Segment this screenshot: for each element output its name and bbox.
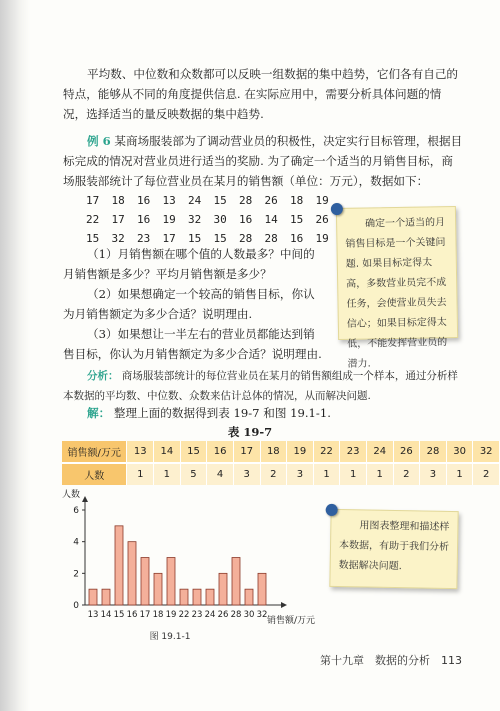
bar [128,542,136,605]
bar [206,589,214,605]
x-tick-label: 15 [113,610,125,620]
table-cell: 32 [473,441,500,463]
x-tick-label: 30 [243,610,255,620]
table-row [62,441,500,463]
bar [89,589,97,605]
x-tick-label: 19 [165,610,177,620]
sales-bar-chart [60,485,320,650]
x-tick-label: 24 [204,610,216,620]
table-cell: 1 [154,463,181,485]
example-label: 例 6 [87,134,111,148]
table-cell: 1 [366,463,393,485]
y-tick-label: 2 [73,569,79,580]
table-cell: 14 [154,441,181,463]
x-tick-label: 16 [126,610,138,620]
table-cell: 19 [287,441,314,463]
table-cell: 15 [180,441,207,463]
bar [141,558,149,606]
table-cell: 18 [260,441,287,463]
table-cell: 1 [340,463,367,485]
sales-data-grid [86,191,341,248]
page-footer: 第十九章 数据的分析 113 [320,654,462,667]
table-header-count: 人数 [62,463,127,485]
table-title: 表 19-7 [227,425,273,439]
table-cell: 3 [420,463,447,485]
solution-text: 整理上面的数据得到表 19-7 和图 19.1-1. [113,406,331,420]
x-tick-label: 26 [217,610,229,620]
table-cell: 1 [127,463,154,485]
sticky-note-goal [336,206,458,370]
y-axis-arrow [82,496,88,502]
solution-paragraph [63,403,463,423]
table-cell: 22 [313,441,340,463]
bar [154,573,162,605]
bar [180,589,188,605]
analysis-text: 商场服装部统计的每位营业员在某月的销售额组成一个样本，通过分析样本数据的平均数、中位数、众数来估计总体的情况，从而解决问题. [63,370,458,402]
analysis-paragraph [63,366,463,406]
analysis-label: 分析： [87,370,119,382]
y-tick-label: 0 [73,601,79,611]
bar [219,573,227,605]
table-cell: 2 [393,463,420,485]
table-cell: 1 [313,463,340,485]
data-row: 22 17 16 19 32 30 16 14 15 26 [86,213,329,226]
frequency-table [62,441,500,485]
note-text: 确定一个适当的月销售目标是一个关键问题. 如果目标定得太高，多数营业员完不成任务，会使营业员失去信心；如果目标定得太低，不能发挥营业员的潜力. [345,217,448,370]
x-tick-label: 17 [139,610,151,620]
table-cell: 17 [233,441,260,463]
question-3: （3）如果想让一半左右的营业员都能达到销售目标，你认为月销售额定为多少合适？说明理由. [63,327,322,361]
sticky-note-chart [329,509,458,589]
table-header-sales: 销售额/万元 [62,441,127,463]
example-text: 某商场服装部为了调动营业员的积极性，决定实行目标管理，根据目标完成的情况对营业员进行适当的奖励. 为了确定一个适当的月销售目标，商场服装部统计了每位营业员在某月的销售额（单位：万元），数据如下： [63,134,463,188]
bar [115,526,123,605]
bar [232,558,240,606]
table-cell: 1 [446,463,473,485]
bar [167,558,175,606]
page-gutter-shadow [0,0,30,711]
figure-caption: 图 19.1-1 [149,632,191,642]
bar [102,589,110,605]
x-axis-arrow [281,602,287,608]
data-row: 15 32 23 17 15 15 28 28 16 19 [86,232,329,245]
table-cell: 2 [473,463,500,485]
table-row [62,463,500,485]
x-tick-label: 18 [152,610,164,620]
table-cell: 23 [340,441,367,463]
table-cell: 3 [233,463,260,485]
data-row: 17 18 16 13 24 15 28 26 18 19 [86,194,329,207]
table-cell: 2 [260,463,287,485]
x-tick-label: 32 [256,610,268,620]
y-tick-label: 6 [73,506,79,516]
table-cell: 5 [180,463,207,485]
question-1: （1）月销售额在哪个值的人数最多？中间的月销售额是多少？平均月销售额是多少？ [63,247,315,281]
table-cell: 24 [366,441,393,463]
table-cell: 4 [207,463,234,485]
table-cell: 13 [127,441,154,463]
y-tick-label: 4 [73,537,79,548]
table-cell: 26 [393,441,420,463]
y-axis-label: 人数 [62,490,81,500]
question-2: （2）如果想确定一个较高的销售目标，你认为月销售额定为多少合适？说明理由. [63,287,315,321]
bar [245,589,253,605]
table-cell: 28 [420,441,447,463]
solution-label: 解： [87,406,111,420]
table-cell: 30 [446,441,473,463]
x-tick-label: 13 [87,610,99,620]
table-cell: 16 [207,441,234,463]
intro-paragraph: 平均数、中位数和众数都可以反映一组数据的集中趋势，它们各有自己的特点，能够从不同的角度提供信息. 在实际应用中，需要分析具体问题的情况，选择适当的量反映数据的集中趋势. [63,67,459,121]
x-tick-label: 23 [191,610,203,620]
bar [258,573,266,605]
table-cell: 3 [287,463,314,485]
x-axis-label: 销售额/万元 [267,616,316,626]
x-tick-label: 28 [230,610,242,620]
x-tick-label: 14 [100,610,112,620]
bar [193,589,201,605]
example-paragraph [63,131,463,191]
x-tick-label: 22 [178,610,190,620]
note-text: 用图表整理和描述样本数据，有助于我们分析数据解决问题. [338,520,450,573]
